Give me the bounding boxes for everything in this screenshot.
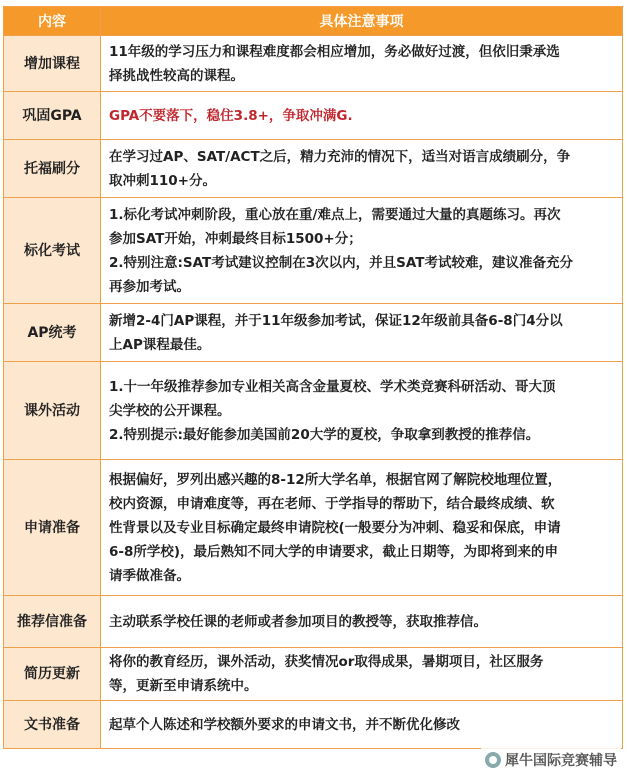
table-header-row <box>4 7 623 36</box>
row-label: 课外活动 <box>4 362 101 460</box>
row-content <box>101 304 623 362</box>
content-line: 2.特别注意:SAT考试建议控制在3次以内，并且SAT考试较难，建议准备充分 <box>109 254 573 271</box>
row-content <box>101 198 623 304</box>
content-line: 6-8所学校)，最后熟知不同大学的申请要求，截止日期等，为即将到来的申 <box>109 543 559 560</box>
row-content <box>101 460 623 596</box>
content-line: 根据偏好，罗列出感兴趣的8-12所大学名单，根据官网了解院校地理位置， <box>109 471 562 488</box>
content-line: 2.特别提示:最好能参加美国前20大学的夏校，争取拿到教授的推荐信。 <box>109 426 540 443</box>
row-label: 推荐信准备 <box>4 596 101 648</box>
table-row <box>4 648 623 701</box>
watermark-text: 犀牛国际竞赛辅导 <box>505 753 617 769</box>
row-content <box>101 648 623 701</box>
content-line: 新增2-4门AP课程，并于11年级参加考试，保证12年级前具备6-8门4分以 <box>109 312 563 329</box>
content-line: 11年级的学习压力和课程难度都会相应增加，务必做好过渡，但依旧秉承选 <box>109 43 560 60</box>
table-row <box>4 596 623 648</box>
table-row <box>4 36 623 92</box>
notes-table <box>3 6 623 749</box>
content-line: GPA不要落下，稳住3.8+，争取冲满G. <box>109 107 353 124</box>
table-row <box>4 701 623 749</box>
content-line: 将你的教育经历，课外活动，获奖情况or取得成果，暑期项目，社区服务 <box>109 654 544 670</box>
row-label: 巩固GPA <box>4 92 101 140</box>
content-line: 参加SAT开始，冲刺最终目标1500+分； <box>109 230 362 247</box>
content-line: 起草个人陈述和学校额外要求的申请文书，并不断优化修改 <box>109 716 460 733</box>
content-line: 上AP课程最佳。 <box>109 336 211 353</box>
row-content <box>101 92 623 140</box>
row-label: 文书准备 <box>4 701 101 749</box>
content-line: 尖学校的公开课程。 <box>109 402 231 419</box>
row-content <box>101 701 623 749</box>
table-row <box>4 92 623 140</box>
content-line: 性背景以及专业目标确定最终申请院校(一般要分为冲刺、稳妥和保底，申请 <box>109 519 561 536</box>
wechat-logo-icon <box>485 752 501 768</box>
row-label: 申请准备 <box>4 460 101 596</box>
header-details: 具体注意事项 <box>101 7 623 36</box>
row-label: 简历更新 <box>4 648 101 701</box>
row-content <box>101 362 623 460</box>
row-label: 标化考试 <box>4 198 101 304</box>
row-content <box>101 596 623 648</box>
content-line: 取冲刺110+分。 <box>109 172 216 189</box>
content-line: 再参加考试。 <box>109 278 190 295</box>
table-row <box>4 460 623 596</box>
row-content <box>101 36 623 92</box>
table-row <box>4 362 623 460</box>
content-line: 择挑战性较高的课程。 <box>109 67 244 84</box>
table-body <box>4 36 623 749</box>
watermark <box>481 748 621 772</box>
table-row <box>4 304 623 362</box>
table-row <box>4 140 623 198</box>
table-row <box>4 198 623 304</box>
content-line: 请季做准备。 <box>109 567 190 584</box>
content-line: 1.标化考试冲刺阶段，重心放在重/难点上，需要通过大量的真题练习。再次 <box>109 206 561 223</box>
content-line: 在学习过AP、SAT/ACT之后，精力充沛的情况下，适当对语言成绩刷分，争 <box>109 148 571 165</box>
row-label: 托福刷分 <box>4 140 101 198</box>
content-line: 等，更新至申请系统中。 <box>109 678 258 694</box>
content-line: 1.十一年级推荐参加专业相关高含金量夏校、学术类竞赛科研活动、哥大顶 <box>109 378 556 395</box>
content-line: 主动联系学校任课的老师或者参加项目的教授等，获取推荐信。 <box>109 613 487 630</box>
row-content <box>101 140 623 198</box>
row-label: AP统考 <box>4 304 101 362</box>
header-content: 内容 <box>4 7 101 36</box>
row-label: 增加课程 <box>4 36 101 92</box>
content-line: 校内资源，申请难度等，再在老师、于学指导的帮助下，结合最终成绩、软 <box>109 495 555 512</box>
